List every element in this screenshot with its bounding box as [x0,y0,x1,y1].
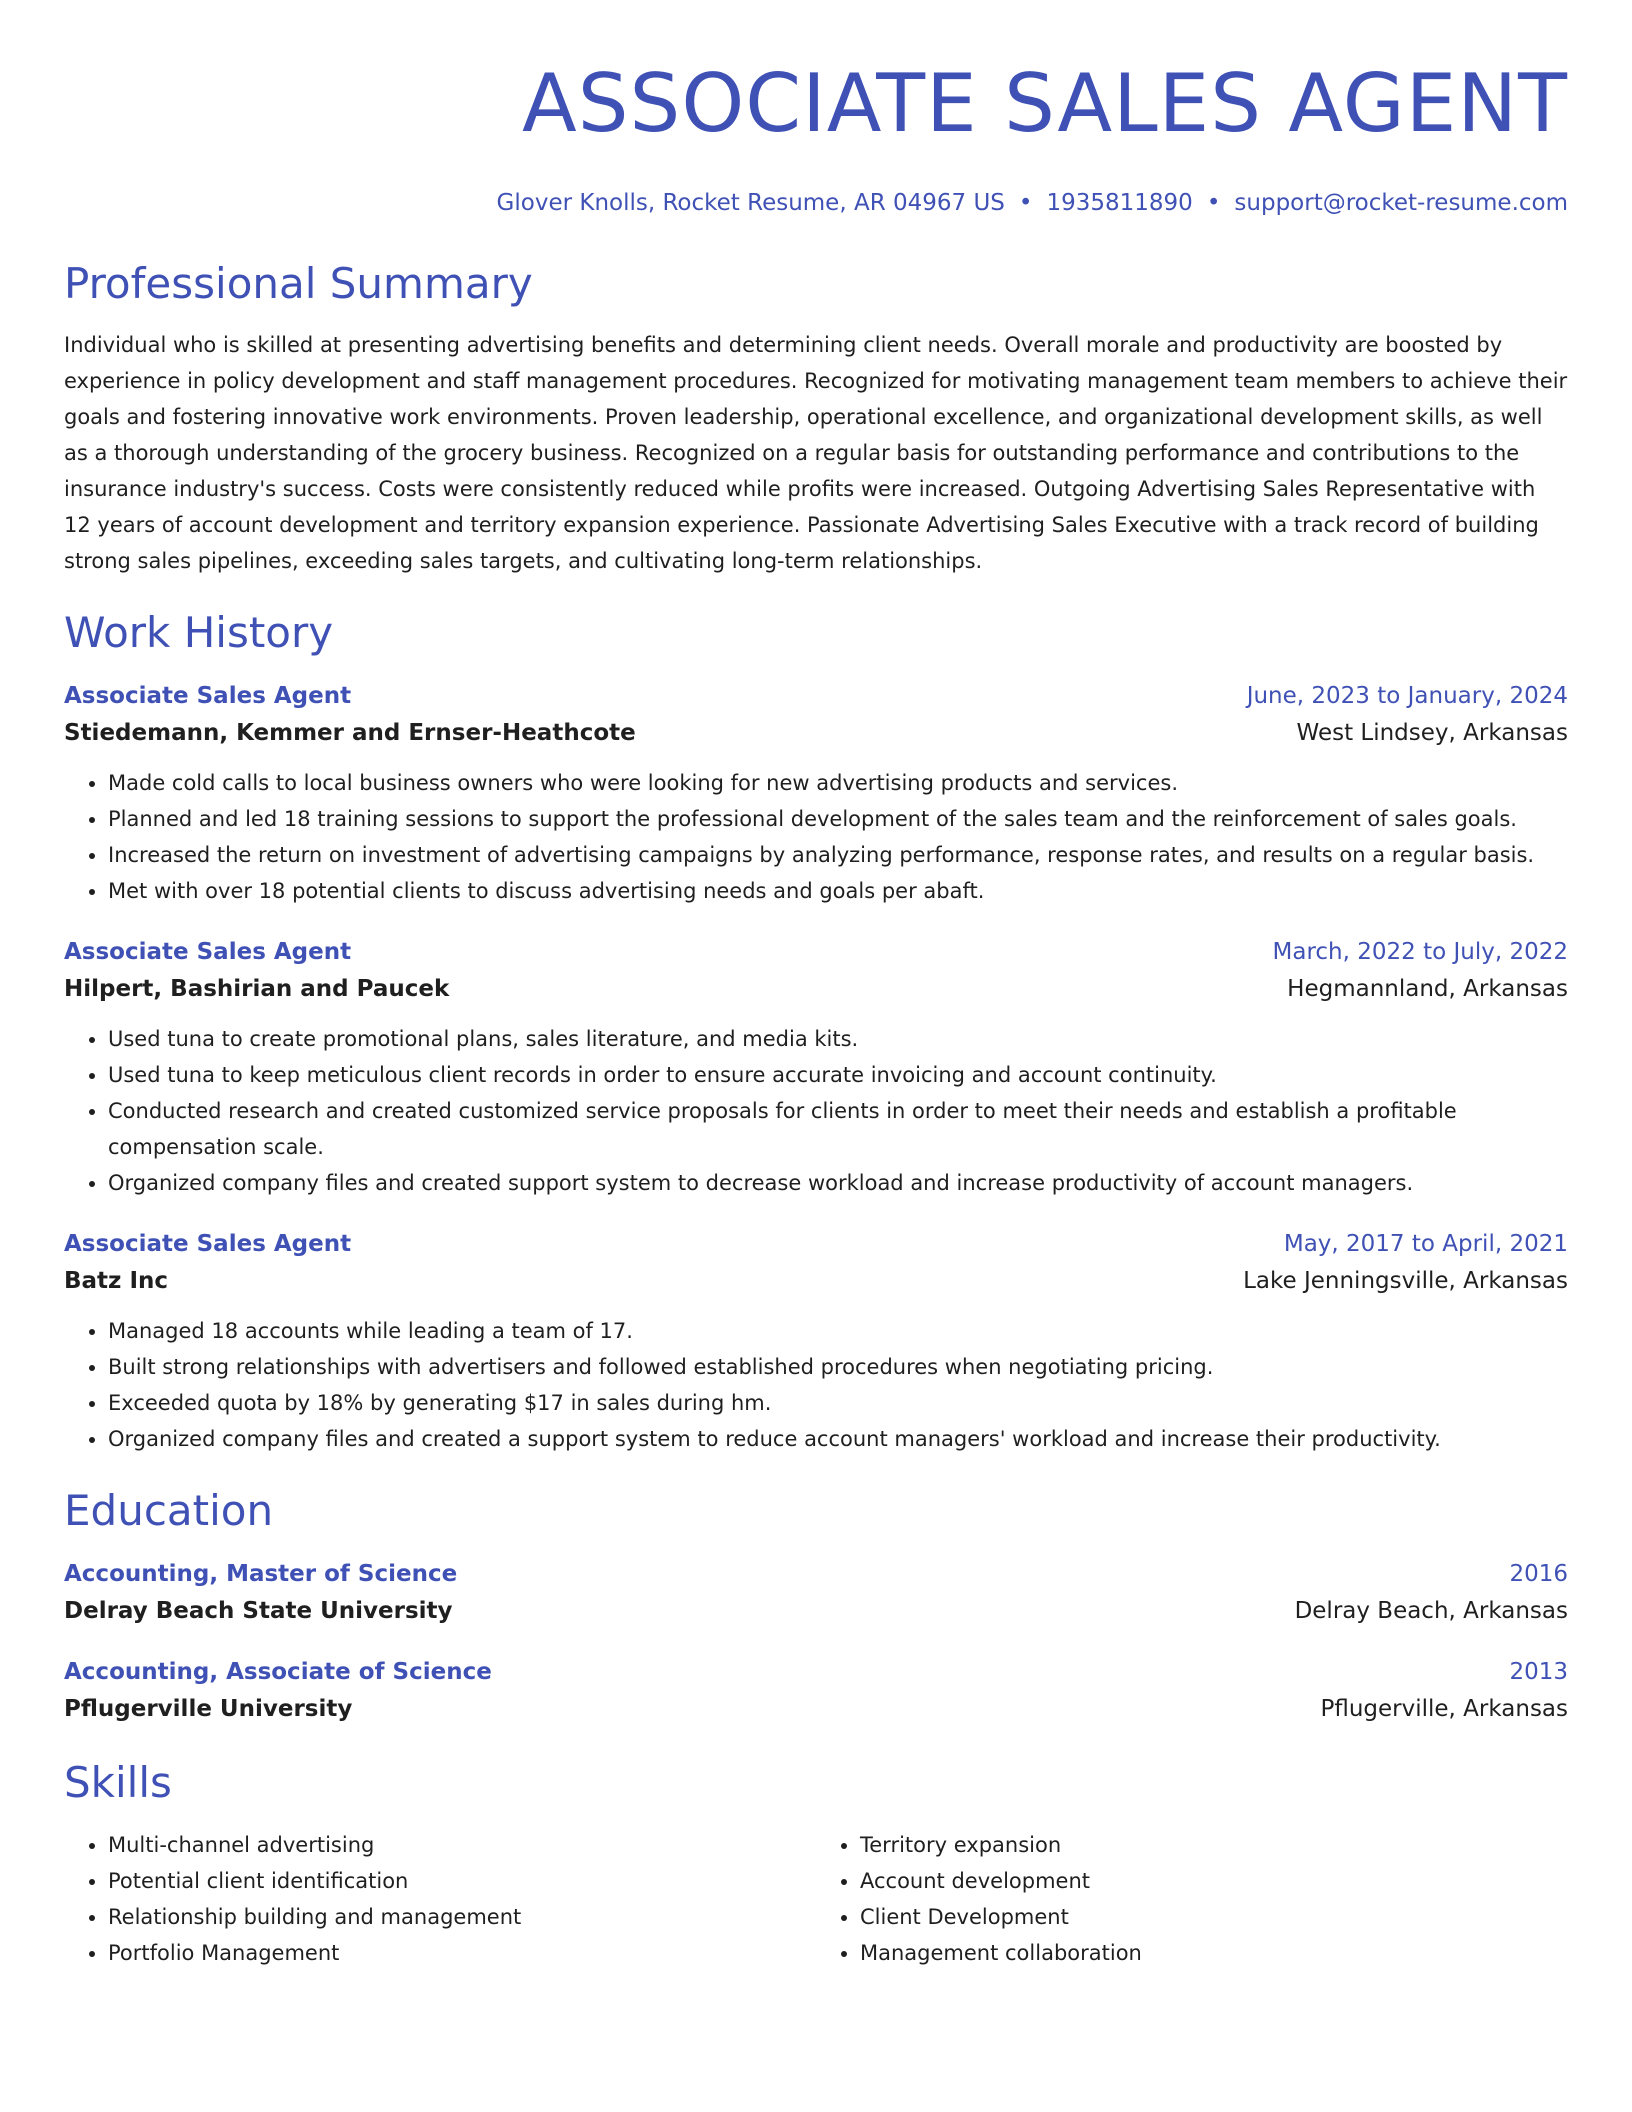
job-title: Associate Sales Agent [64,1231,352,1257]
skill-item: • Territory expansion [860,1827,1568,1863]
contact-separator: • [1018,190,1033,216]
job-bullet: • Exceeded quota by 18% by generating $17 in sales during hm. [108,1385,1568,1421]
job-bullet: • Organized company files and created support system to decrease workload and increase productivity of account managers. [108,1165,1568,1201]
contact-line [64,190,1568,216]
job-dates: March, 2022 to July, 2022 [1272,939,1568,965]
skill-item: • Potential client identification [108,1863,816,1899]
job-bullets [64,765,1568,909]
job-title: Associate Sales Agent [64,939,352,965]
education-school: Pflugerville University [64,1696,353,1722]
skills-list-left [64,1827,816,1971]
education-school: Delray Beach State University [64,1598,453,1624]
skills-columns [64,1827,1568,1971]
skill-item: • Account development [860,1863,1568,1899]
job-company-row [64,713,1568,753]
job-bullet: • Organized company files and created a support system to reduce account managers' workload and increase their productivity. [108,1421,1568,1457]
skills-section [64,1757,1568,1971]
job-title: Associate Sales Agent [64,683,352,709]
skills-heading: Skills [64,1758,172,1807]
contact-address: Glover Knolls, Rocket Resume, AR 04967 US [496,190,1005,216]
job-company: Stiedemann, Kemmer and Ernser-Heathcote [64,720,636,746]
job-bullets [64,1021,1568,1201]
summary-section [64,258,1568,579]
job-bullet: • Increased the return on investment of advertising campaigns by analyzing performance, response rates, and results on a regular basis. [108,837,1568,873]
resume-header [64,56,1568,216]
skill-item: • Management collaboration [860,1935,1568,1971]
job-dates: May, 2017 to April, 2021 [1283,1231,1568,1257]
education-school-row [64,1689,1568,1729]
education-degree: Accounting, Associate of Science [64,1659,492,1685]
job-entry [64,679,1568,909]
job-bullet: • Made cold calls to local business owners who were looking for new advertising products and services. [108,765,1568,801]
skill-item: • Multi-channel advertising [108,1827,816,1863]
skills-list-right [816,1827,1568,1971]
education-location: Delray Beach, Arkansas [1294,1598,1568,1624]
job-bullet: • Used tuna to keep meticulous client records in order to ensure accurate invoicing and account continuity. [108,1057,1568,1093]
education-degree-row [64,1655,1568,1689]
job-bullet: • Planned and led 18 training sessions to support the professional development of the sales team and the reinforcement of sales goals. [108,801,1568,837]
skill-item: • Relationship building and management [108,1899,816,1935]
education-location: Pflugerville, Arkansas [1320,1696,1568,1722]
summary-text: Individual who is skilled at presenting advertising benefits and determining client needs. Overall morale and productivity are boosted by experience in policy development and staff management procedures. Recognized for motivating management team members to achieve their goals and fostering innovative work environments. Proven leadership, operational excellence, and organizational development skills, as well as a thorough understanding of the grocery business. Recognized on a regular basis for outstanding performance and contributions to the insurance industry's success. Costs were consistently reduced while profits were increased. Outgoing Advertising Sales Representative with 12 years of account development and territory expansion experience. Passionate Advertising Sales Executive with a track record of building strong sales pipelines, exceeding sales targets, and cultivating long-term relationships. [64,333,1568,573]
summary-heading: Professional Summary [64,259,533,308]
job-bullet: • Built strong relationships with advertisers and followed established procedures when negotiating pricing. [108,1349,1568,1385]
education-section [64,1485,1568,1729]
job-location: Hegmannland, Arkansas [1287,976,1568,1002]
job-location: West Lindsey, Arkansas [1296,720,1568,746]
job-entry [64,935,1568,1201]
job-location: Lake Jenningsville, Arkansas [1243,1268,1568,1294]
work-history-section [64,607,1568,1457]
job-bullet: • Used tuna to create promotional plans, sales literature, and media kits. [108,1021,1568,1057]
contact-email[interactable]: support@rocket-resume.com [1234,190,1568,216]
job-title-row [64,679,1568,713]
job-bullet: • Managed 18 accounts while leading a team of 17. [108,1313,1568,1349]
education-list [64,1557,1568,1729]
education-school-row [64,1591,1568,1631]
job-entry [64,1227,1568,1457]
job-bullet: • Conducted research and created customized service proposals for clients in order to meet their needs and establish a profitable compensation scale. [108,1093,1568,1165]
work-history-heading: Work History [64,608,334,657]
job-bullets [64,1313,1568,1457]
job-bullet: • Met with over 18 potential clients to discuss advertising needs and goals per abaft. [108,873,1568,909]
job-title-row [64,935,1568,969]
education-entry [64,1655,1568,1729]
job-company: Hilpert, Bashirian and Paucek [64,976,450,1002]
job-company-row [64,969,1568,1009]
job-company: Batz Inc [64,1268,169,1294]
education-year: 2016 [1509,1561,1568,1587]
education-entry [64,1557,1568,1631]
job-company-row [64,1261,1568,1301]
job-list [64,679,1568,1457]
contact-separator: • [1206,190,1221,216]
education-degree: Accounting, Master of Science [64,1561,458,1587]
education-degree-row [64,1557,1568,1591]
education-heading: Education [64,1486,274,1535]
candidate-name: ASSOCIATE SALES AGENT [522,57,1568,150]
skill-item: • Portfolio Management [108,1935,816,1971]
skill-item: • Client Development [860,1899,1568,1935]
job-dates: June, 2023 to January, 2024 [1246,683,1568,709]
job-title-row [64,1227,1568,1261]
contact-phone[interactable]: 1935811890 [1046,190,1193,216]
education-year: 2013 [1509,1659,1568,1685]
